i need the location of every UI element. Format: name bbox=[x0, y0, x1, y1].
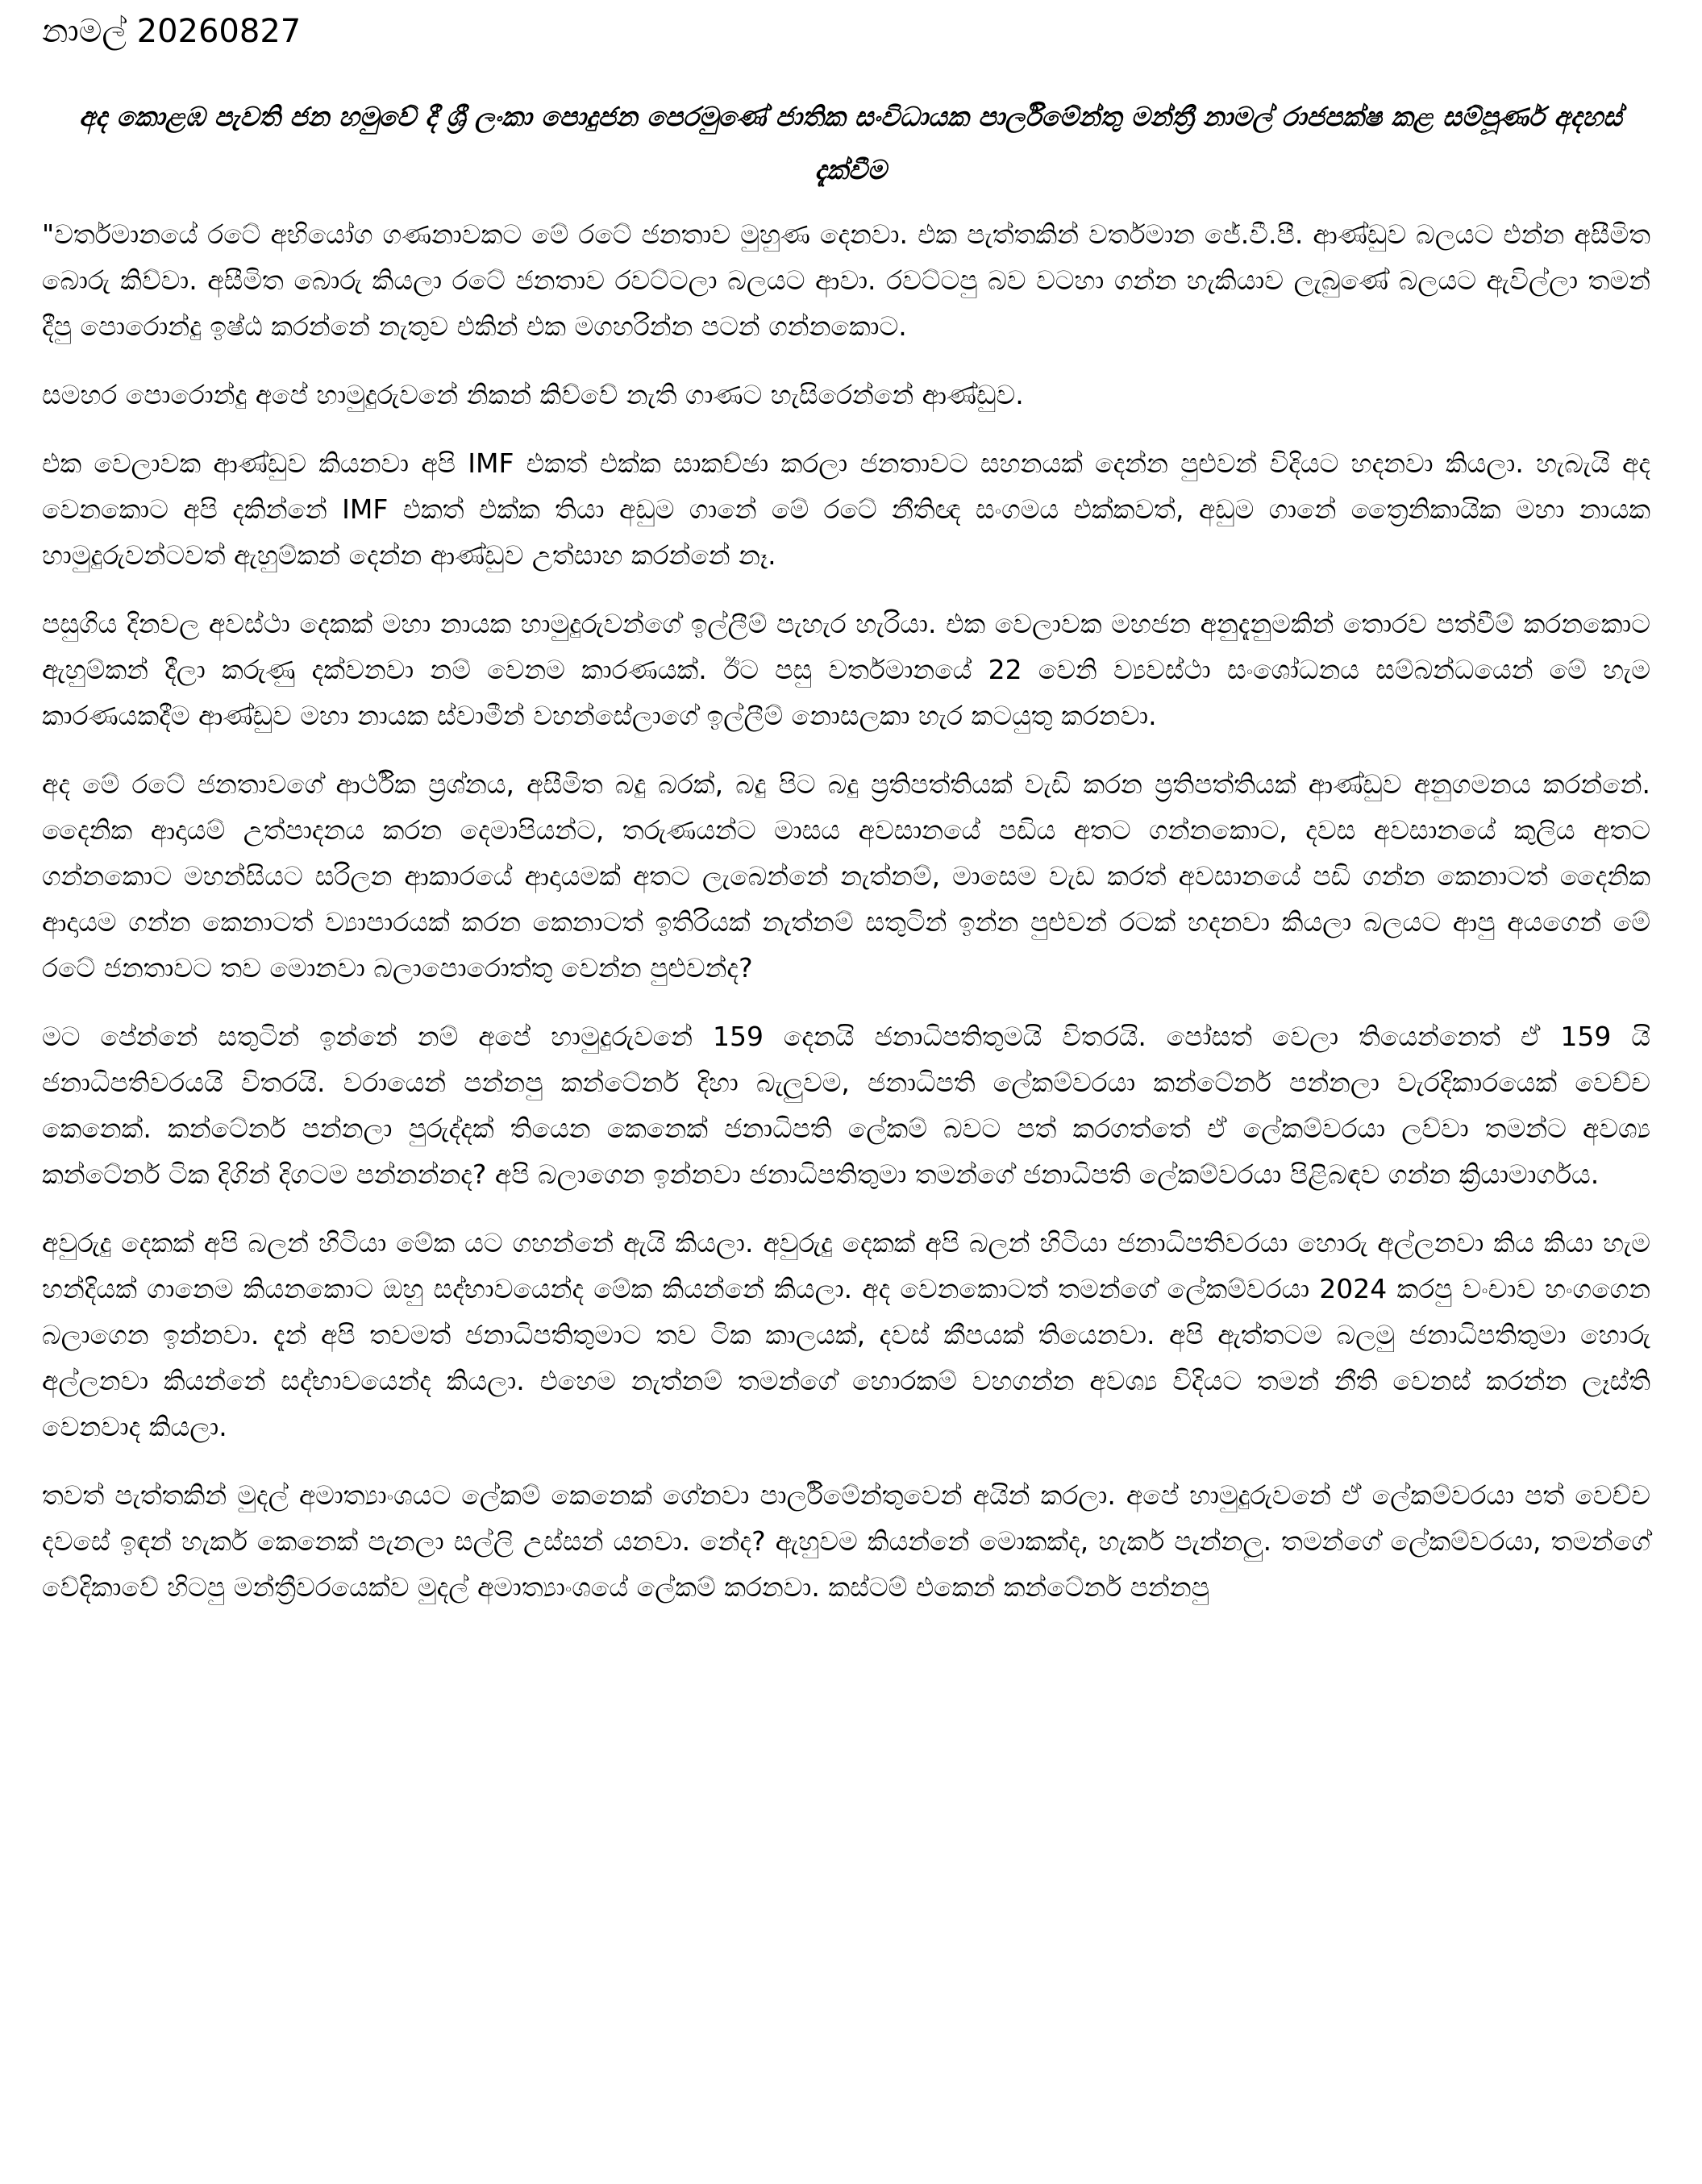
paragraph: "වර්තමානයේ රටේ අභියෝග ගණනාවකට මේ රටේ ජනතාව මුහුණ දෙනවා. එක පැත්තකින් වර්තමාන ජේ.වී.පී. ආණ්ඩුව බලයට එන්න අසීමිත බොරු කිව්වා. අසීමිත බොරු කියලා රටේ ජනතාව රවට්ටලා බලයට ආවා. රවට්ටපු බව වටහා ගන්න හැකියාව ලැබුණේ බලයට ඇවිල්ලා තමන් දීපු පොරොන්දු ඉෂ්ඨ කරන්නේ නැතුව එකින් එක මගහරින්න පටන් ගන්නකොට. bbox=[42, 218, 1650, 342]
paragraph: අද මේ රටේ ජනතාවගේ ආර්ථික ප්‍රශ්නය, අසීමිත බදු බරක්, බදු පිට බදු ප්‍රතිපත්තියක් වැඩි කරන ප්‍රතිපත්තියක් ආණ්ඩුව අනුගමනය කරන්නේ. දෛනික ආදායම් උත්පාදනය කරන දෙමාපියන්ට, තරුණයන්ට මාසය අවසානයේ පඩිය අතට ගන්නකොට, දවස අවසානයේ කුලිය අතට ගන්නකොට මහන්සියට සරිලන ආකාරයේ ආදායමක් අතට ලැබෙන්නේ නැත්නම්, මාසෙම වැඩ කරත් අවසානයේ පඩි ගන්න කෙනාටත් දෛනික ආදායම ගන්න කෙනාටත් ව්‍යාපාරයක් කරන කෙනාටත් ඉතිරියක් නැත්නම් සතුටින් ඉන්න පුළුවන් රටක් හදනවා කියලා බලයට ආපු අයගෙන් මේ රටේ ජනතාවට තව මොනවා බලාපොරොත්තු වෙන්න පුළුවන්ද? bbox=[42, 768, 1650, 984]
paragraph: සමහර පොරොන්දු අපේ හාමුදුරුවනේ නිකන් කිව්වේ නැති ගාණට හැසිරෙන්නේ ආණ්ඩුව. bbox=[42, 379, 1024, 410]
document-title: අද කොළඹ පැවති ජන හමුවේ දී ශ්‍රී ලංකා පොදුජන පෙරමුණේ ජාතික සංවිධායක පාර්ලිමේන්තු මන්ත්‍රී නාමල් රාජපක්ෂ කළ සම්පූර්ණ අදහස් දැක්වීම bbox=[78, 101, 1623, 185]
paragraph: මට පේන්නේ සතුටින් ඉන්නේ නම් අපේ හාමුදුරුවනේ 159 දෙනයි ජනාධිපතිතුමයි විතරයි. පෝසත් වෙලා තියෙන්නෙත් ඒ 159 යි ජනාධිපතිවරයයි විතරයි. වරායෙන් පන්නපු කන්ටේනර් දිහා බැලුවම, ජනාධිපති ලේකම්වරයා කන්ටේනර් පන්නලා වැරදිකාරයෙක් වෙච්ච කෙනෙක්. කන්ටේනර් පන්නලා පුරුද්දක් තියෙන කෙනෙක් ජනාධිපති ලේකම් බවට පත් කරගත්තේ ඒ ලේකම්වරයා ලව්වා තමන්ට අවශ්‍ය කන්ටේනර් ටික දිගින් දිගටම පන්නන්නද? අපි බලාගෙන ඉන්නවා ජනාධිපතිතුමා තමන්ගේ ජනාධිපති ලේකම්වරයා පිළිබඳව ගන්න ක්‍රියාමාර්ගය. bbox=[42, 1021, 1650, 1190]
paragraph: තවත් පැත්තකින් මුදල් අමාත්‍යාංශයට ලේකම් කෙනෙක් ගේනවා පාර්ලිමේන්තුවෙන් අයින් කරලා. අපේ හාමුදුරුවනේ ඒ ලේකම්වරයා පත් වෙච්ච දවසේ ඉඳන් හැකර් කෙනෙක් පැනලා සල්ලි උස්සන් යනවා. නේද? ඇහුවම කියන්නේ මොකක්ද, හැකර් පැන්නලු. තමන්ගේ ලේකම්වරයා, තමන්ගේ වේදිකාවේ හිටපු මන්ත්‍රීවරයෙක්ව මුදල් අමාත්‍යාංශයේ ලේකම් කරනවා. කස්ටම් එකෙන් කන්ටේනර් පන්නපු bbox=[42, 1479, 1650, 1603]
paragraph: අවුරුදු දෙකක් අපි බලන් හිටියා මේක යට ගහන්නේ ඇයි කියලා. අවුරුදු දෙකක් අපි බලන් හිටියා ජනාධිපතිවරයා හොරු අල්ලනවා කිය කියා හැම හන්දියක් ගානෙම කියනකොට ඔහු සද්භාවයෙන්ද මේක කියන්නේ කියලා. අද වෙනකොටත් තමන්ගේ ලේකම්වරයා 2024 කරපු වංචාව හංගගෙන බලාගෙන ඉන්නවා. දැන් අපි තවමත් ජනාධිපතිතුමාට තව ටික කාලයක්, දවස් කීපයක් තියෙනවා. අපි ඇත්තටම බලමු ජනාධිපතිතුමා හොරු අල්ලනවා කියන්නේ සද්භාවයෙන්ද කියලා. එහෙම නැත්නම් තමන්ගේ හොරකම් වහගන්න අවශ්‍ය විදියට තමන් නීති වෙනස් කරන්න ලෑස්ති වෙනවාද කියලා. bbox=[42, 1227, 1650, 1442]
paragraph: එක වෙලාවක ආණ්ඩුව කියනවා අපි IMF එකත් එක්ක සාකච්ඡා කරලා ජනතාවට සහනයක් දෙන්න පුළුවන් විදියට හදනවා කියලා. හැබැයි අද වෙනකොට අපි දකින්නේ IMF එකත් එක්ක තියා අඩුම ගානේ මේ රටේ නීතිඥ සංගමය එක්කවත්, අඩුම ගානේ ත්‍රෛනිකායික මහා නායක හාමුදුරුවන්ටවත් ඇහුම්කන් දෙන්න ආණ්ඩුව උත්සාහ කරන්නේ නෑ. bbox=[42, 447, 1650, 571]
document-body bbox=[42, 211, 1650, 1633]
document-header: නාමල් 20260827 bbox=[42, 13, 302, 50]
paragraph: පසුගිය දිනවල අවස්ථා දෙකක් මහා නායක හාමුදුරුවන්ගේ ඉල්ලීම් පැහැර හැරියා. එක වෙලාවක මහජන අනුදැනුමකින් තොරව පත්වීම් කරනකොට ඇහුම්කන් දීලා කරුණු දක්වනවා නම් වෙනම කාරණයක්. ඊට පසු වර්තමානයේ 22 වෙනි ව්‍යවස්ථා සංශෝධනය සම්බන්ධයෙන් මේ හැම කාරණයකදීම ආණ්ඩුව මහා නායක ස්වාමීන් වහන්සේලාගේ ඉල්ලීම් නොසලකා හැර කටයුතු කරනවා. bbox=[42, 608, 1650, 731]
